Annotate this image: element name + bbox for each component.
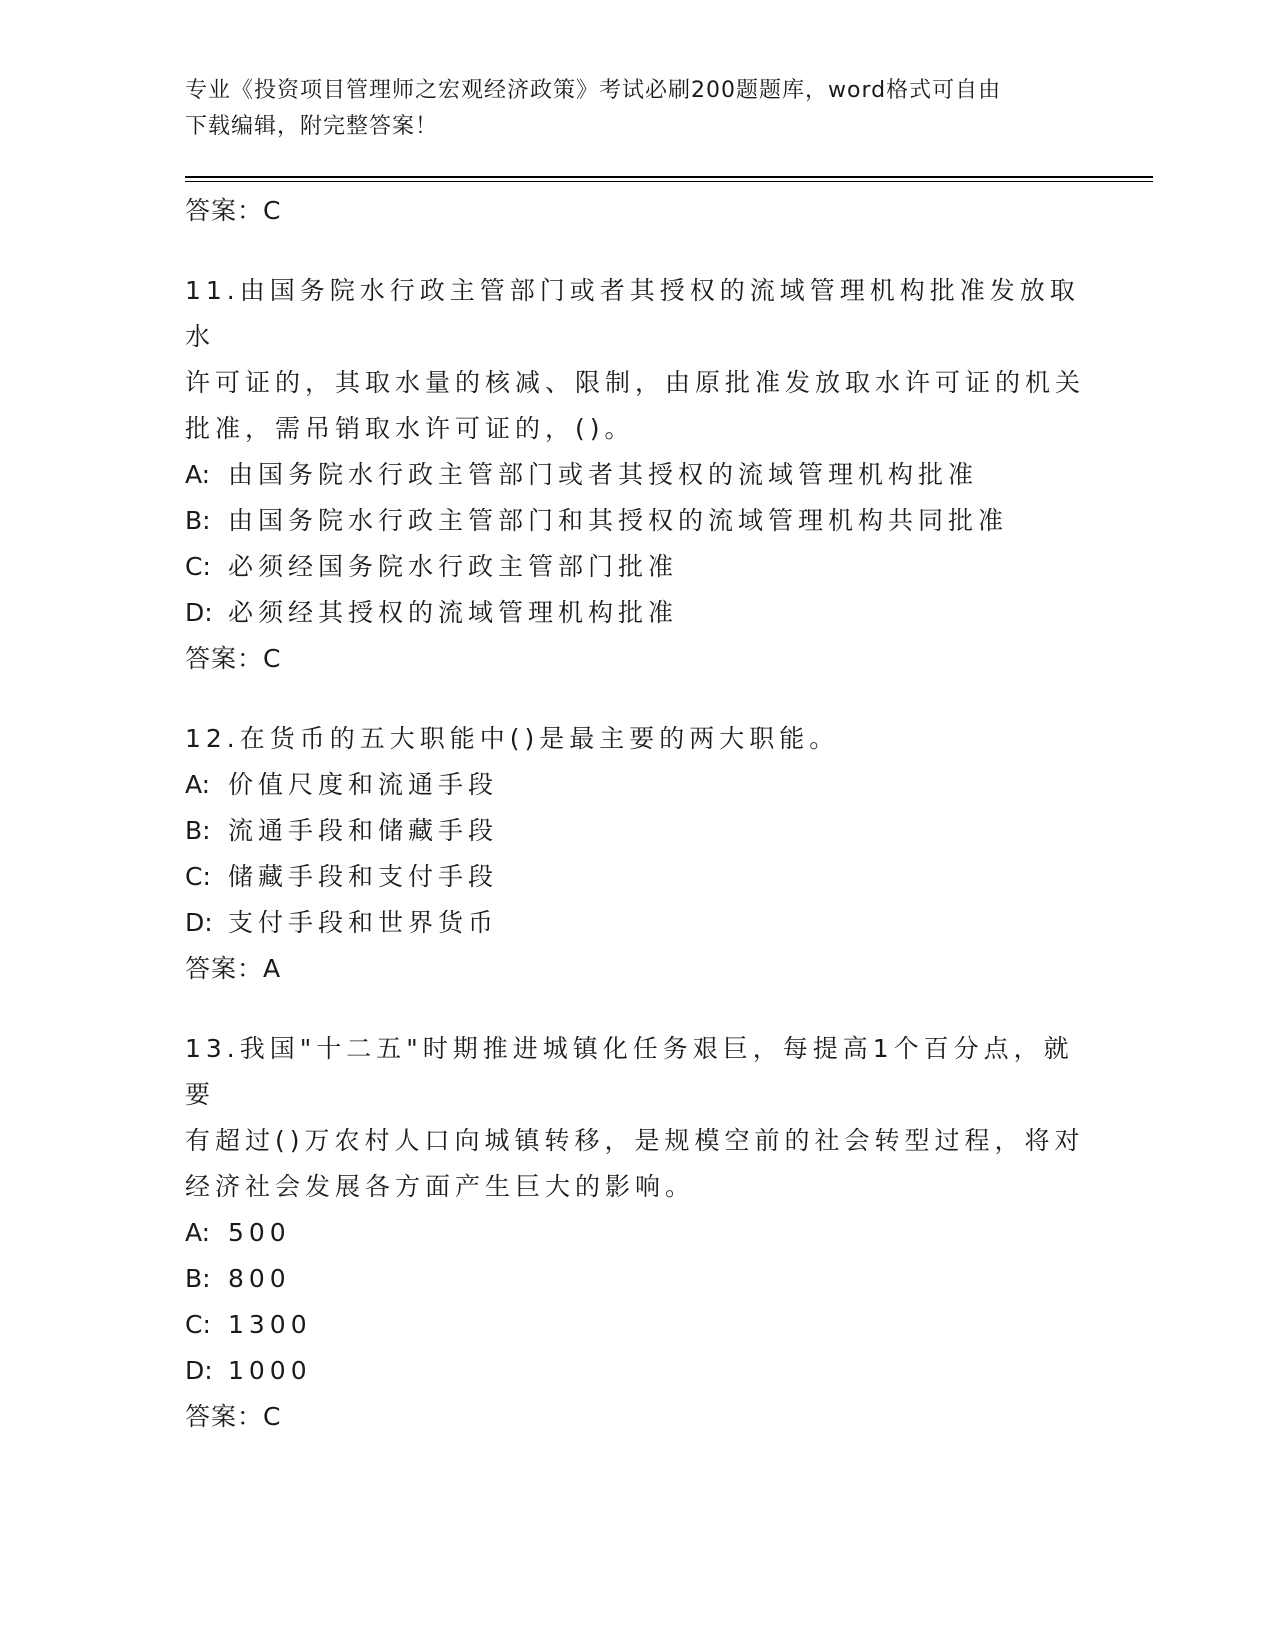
option-b [185,1256,1085,1302]
option-text: 1300 [228,1310,312,1339]
document-header [185,73,1085,145]
question-text-line: 有超过()万农村人口向城镇转移，是规模空前的社会转型过程，将对 [185,1126,1085,1155]
option-text: 由国务院水行政主管部门或者其授权的流域管理机构批准 [228,460,979,489]
option-label: D: [185,598,213,627]
option-label: B: [185,1264,211,1293]
option-c [185,1302,1085,1348]
option-text: 必须经其授权的流域管理机构批准 [228,598,679,627]
question-text-line: 许可证的，其取水量的核减、限制，由原批准发放取水许可证的机关 [185,368,1086,397]
option-b [185,498,1085,544]
option-text: 由国务院水行政主管部门和其授权的流域管理机构共同批准 [228,506,1009,535]
answer: 答案：A [185,954,282,983]
header-divider-thick [185,176,1153,178]
option-label: C: [185,862,211,891]
option-text: 储藏手段和支付手段 [228,862,499,891]
option-d [185,590,1085,636]
option-d [185,900,1085,946]
question-13 [185,1026,1085,1440]
question-text-line: 经济社会发展各方面产生巨大的影响。 [185,1172,696,1201]
option-label: B: [185,506,211,535]
option-label: D: [185,1356,213,1385]
previous-answer: 答案：C [185,196,282,225]
option-a [185,1210,1085,1256]
header-divider-thin [185,181,1153,182]
header-line-1: 专业《投资项目管理师之宏观经济政策》考试必刷200题题库，word格式可自由 [185,78,1002,103]
option-c [185,854,1085,900]
option-text: 1000 [228,1356,312,1385]
question-text-line: 13.我国"十二五"时期推进城镇化任务艰巨，每提高1个百分点，就要 [185,1034,1074,1109]
option-d [185,1348,1085,1394]
header-line-2: 下载编辑，附完整答案！ [185,114,439,139]
option-text: 价值尺度和流通手段 [228,770,499,799]
question-12 [185,716,1085,992]
option-b [185,808,1085,854]
option-label: C: [185,552,211,581]
option-text: 流通手段和储藏手段 [228,816,499,845]
option-label: A: [185,1218,211,1247]
option-text: 支付手段和世界货币 [228,908,499,937]
option-c [185,544,1085,590]
option-text: 必须经国务院水行政主管部门批准 [228,552,679,581]
answer: 答案：C [185,1402,282,1431]
option-text: 500 [228,1218,291,1247]
option-text: 800 [228,1264,291,1293]
option-label: A: [185,770,211,799]
option-label: D: [185,908,213,937]
option-label: B: [185,816,211,845]
option-a [185,762,1085,808]
answer: 答案：C [185,644,282,673]
option-a [185,452,1085,498]
question-text-line: 批准，需吊销取水许可证的，()。 [185,414,635,443]
option-label: A: [185,460,211,489]
question-11 [185,268,1085,682]
question-list [185,188,1085,1440]
question-text-line: 11.由国务院水行政主管部门或者其授权的流域管理机构批准发放取水 [185,276,1080,351]
option-label: C: [185,1310,211,1339]
question-text-line: 12.在货币的五大职能中()是最主要的两大职能。 [185,724,840,753]
